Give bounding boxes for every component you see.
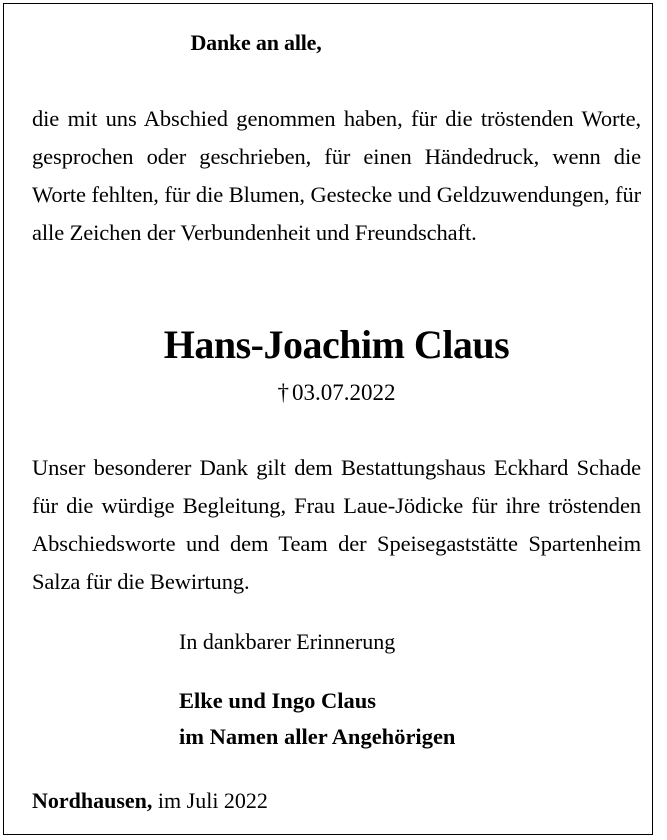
death-date-value: 03.07.2022 — [292, 380, 396, 405]
signature-name: Elke und Ingo Claus — [179, 688, 376, 713]
signature-relation: im Namen aller Angehörigen — [179, 724, 456, 749]
remembrance-line: In dankbarer Erinnerung — [179, 629, 396, 654]
closing-block — [179, 627, 639, 755]
footer-date: im Juli 2022 — [157, 788, 268, 813]
death-date-line — [32, 379, 641, 407]
notice-heading: Danke an alle, — [190, 30, 322, 55]
deceased-name: Hans-Joachim Claus — [163, 322, 510, 367]
notice-content — [32, 4, 642, 834]
christian-cross-icon: † — [277, 380, 289, 405]
notice-border-frame — [3, 3, 653, 835]
thank-you-paragraph: die mit uns Abschied genommen haben, für die tröstenden Worte, gesprochen oder geschrieben, für einen Händedruck, wenn die Worte fehlten, für die Blumen, Gestecke und Geldzuwendungen, für alle Zeichen der Verbundenheit und Freundschaft. — [32, 106, 641, 245]
notice-footer — [32, 787, 641, 815]
special-thanks-paragraph: Unser besonderer Dank gilt dem Bestattungshaus Eckhard Schade für die würdige Begleitung, Frau Laue-Jödicke für ihre tröstenden Abschiedsworte und dem Team der Speisegaststätte Spartenheim Salza für die Bewirtung. — [32, 455, 641, 594]
footer-place: Nordhausen, — [32, 788, 153, 813]
